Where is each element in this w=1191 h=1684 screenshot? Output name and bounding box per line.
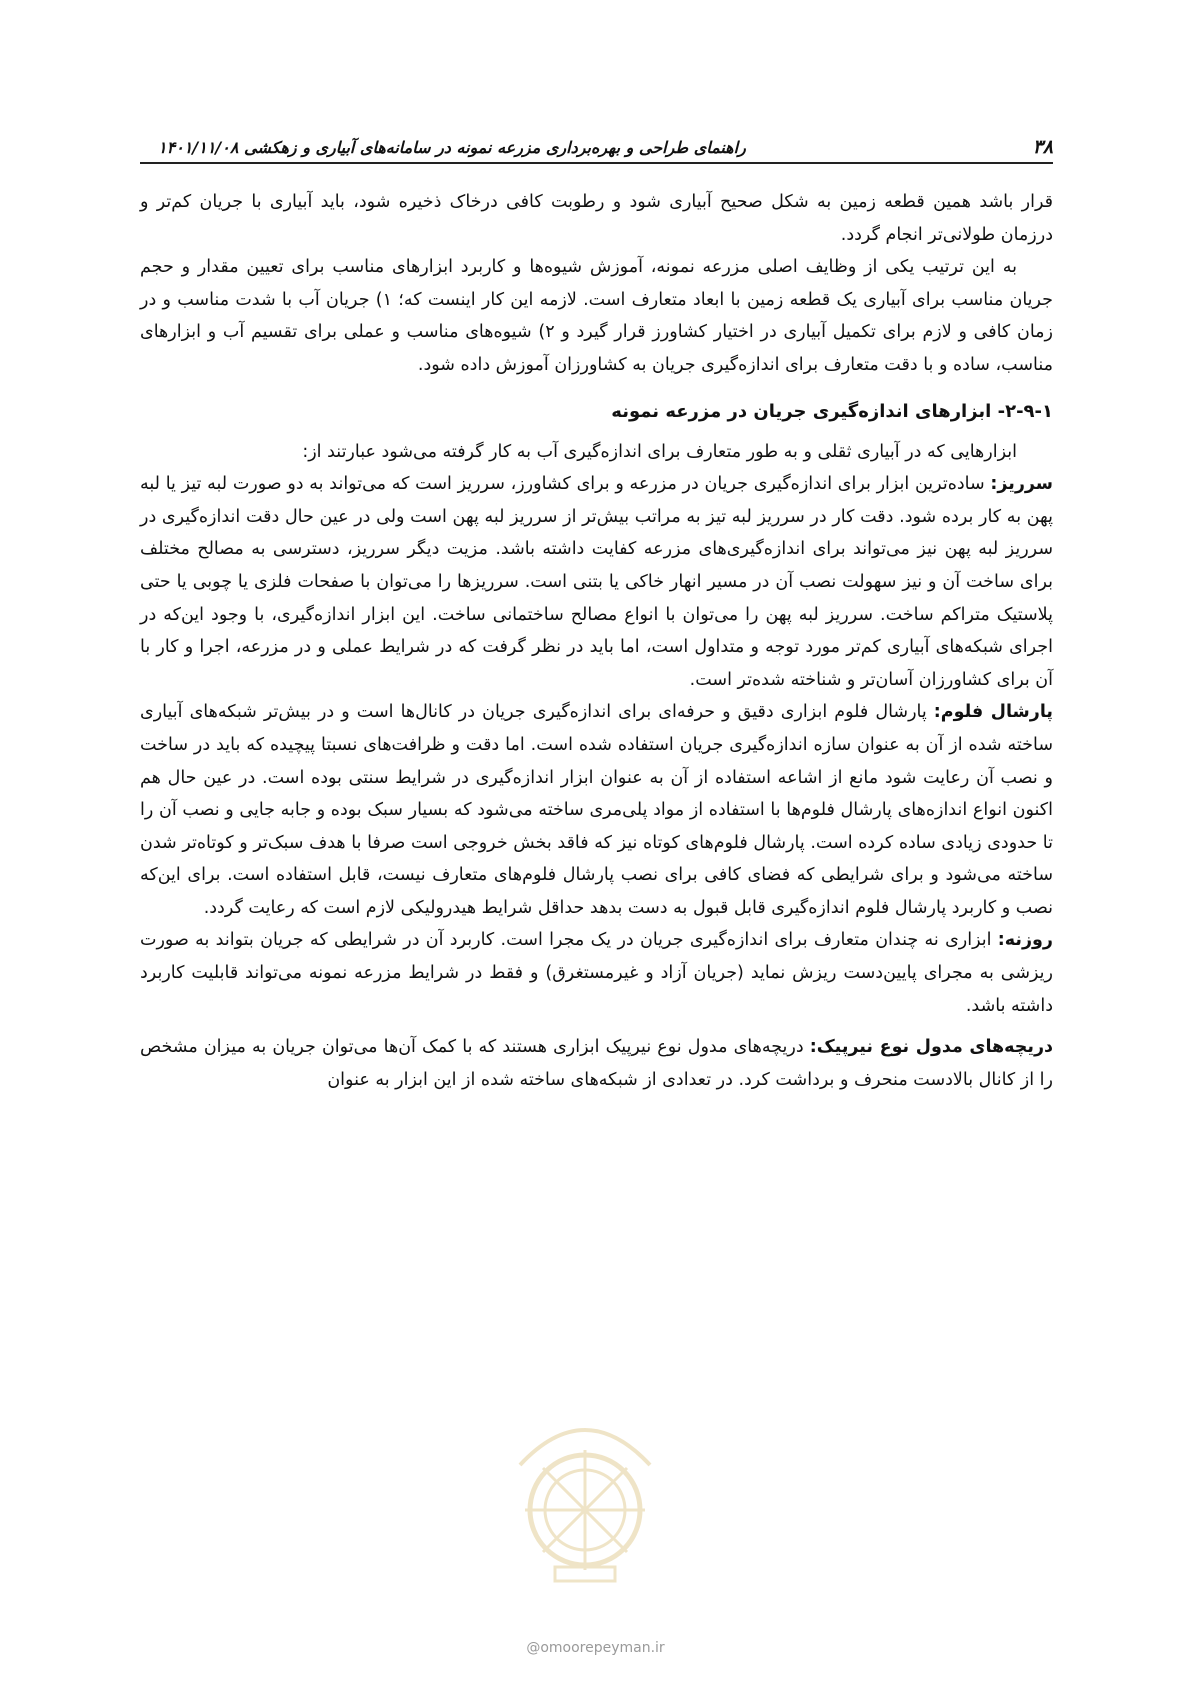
term-neyrpic-gates: دریچه‌های مدول نوع نیرپیک:: [809, 1037, 1054, 1058]
running-title-date: ۱۴۰۱/۱۱/۰۸: [158, 138, 239, 157]
paragraph-continuation: قرار باشد همین قطعه زمین به شکل صحیح آبیاری شود و رطوبت کافی درخاک ذخیره شود، باید آبیاری با جریان کم‌تر و درزمان طولانی‌تر انجام گردد.: [140, 192, 1053, 245]
paragraph-weir: [140, 468, 1053, 696]
page-number: ۳۸: [1032, 136, 1053, 158]
term-weir: سرریز:: [990, 474, 1053, 495]
term-orifice: روزنه:: [997, 930, 1053, 951]
page-header: [140, 128, 1053, 164]
watermark-logo-icon: [500, 1395, 670, 1590]
text-weir: ساده‌ترین ابزار برای اندازه‌گیری جریان در مزرعه و برای کشاورز، سرریز است که می‌تواند به دو صورت لبه تیز یا لبه پهن به کار برده شود. دقت کار در سرریز لبه تیز به مراتب بیش‌تر از سرریز لبه پهن است ولی در عین حال دقت اندازه‌گیری در سرریز لبه پهن نیز می‌تواند برای اندازه‌گیری‌های مزرعه کفایت داشته باشد. مزیت دیگر سرریز، دسترسی به مصالح مختلف برای ساخت آن و نیز سهولت نصب آن در مسیر انهار خاکی یا بتنی است. سرریزها را می‌توان با صفحات فلزی یا چوبی یا حتی پلاستیک متراکم ساخت. سرریز لبه پهن را می‌توان با انواع مصالح ساختمانی ساخت. این ابزار اندازه‌گیری، با وجود این‌که در اجرای شبکه‌های آبیاری کم‌تر مورد توجه و متداول است، اما باید در نظر گرفت که در شرایط عملی و در مزرعه، اجرا و کار با آن برای کشاورزان آسان‌تر و شناخته شده‌تر است.: [140, 474, 1053, 690]
footer-url: @omoorepeyman.ir: [526, 1640, 665, 1656]
text-orifice: ابزاری نه چندان متعارف برای اندازه‌گیری جریان در یک مجرا است. کاربرد آن در شرایطی که جریان بتواند به صورت ریزشی به مجرای پایین‌دست ریزش نماید (جریان آزاد و غیرمستغرق) و فقط در شرایط مزرعه نمونه می‌تواند قابلیت کاربرد داشته باشد.: [140, 930, 1053, 1016]
paragraph-neyrpic-gates: [140, 1031, 1053, 1096]
term-parshall-flume: پارشال فلوم:: [933, 702, 1053, 723]
text-neyrpic-gates: دریچه‌های مدول نوع نیرپیک ابزاری هستند که با کمک آن‌ها می‌توان جریان به میزان مشخص را از کانال بالادست منحرف و برداشت کرد. در تعدادی از شبکه‌های ساخته شده از این ابزار به عنوان: [140, 1037, 1053, 1090]
text-parshall-flume: پارشال فلوم ابزاری دقیق و حرفه‌ای برای اندازه‌گیری جریان در کانال‌ها است و در بیش‌تر شبکه‌های آبیاری ساخته شده از آن به عنوان سازه اندازه‌گیری جریان استفاده شده است. اما دقت و ظرافت‌های نسبتا پیچیده که باید در ساخت و نصب آن رعایت شود مانع از اشاعه استفاده از آن به عنوان ابزار اندازه‌گیری در شرایط سنتی بوده است. در عین حال هم اکنون انواع اندازه‌های پارشال فلوم‌ها با استفاده از مواد پلی‌مری ساخته می‌شود که بسیار سبک بوده و جابه جایی و نصب آن را تا حدودی زیادی ساده کرده است. پارشال فلوم‌های کوتاه نیز که فاقد بخش خروجی است صرفا با هدف سبک‌تر و کوتاه‌تر شدن ساخته می‌شود و برای شرایطی که فضای کافی برای نصب پارشال فلوم‌های متعارف نیست، قابل استفاده است. برای این‌که نصب و کاربرد پارشال فلوم اندازه‌گیری قابل قبول به دست بدهد حداقل شرایط هیدرولیکی لازم است که رعایت گردد.: [140, 702, 1053, 918]
running-title-text: راهنمای طراحی و بهره‌برداری مزرعه نمونه در سامانه‌های آبیاری و زهکشی: [244, 138, 746, 157]
page-body: [140, 186, 1053, 1096]
paragraph-tools-intro: ابزارهایی که در آبیاری ثقلی و به طور متعارف برای اندازه‌گیری آب به کار گرفته می‌شود عبارتند از:: [302, 441, 1017, 462]
paragraph-demo-farm-duties: به این ترتیب یکی از وظایف اصلی مزرعه نمونه، آموزش شیوه‌ها و کاربرد ابزارهای مناسب برای تعیین مقدار و حجم جریان مناسب برای آبیاری یک قطعه زمین با ابعاد متعارف است. لازمه این کار اینست که؛ ۱) جریان آب با شدت مناسب و در زمان کافی و لازم برای تکمیل آبیاری در اختیار کشاورز قرار گیرد و ۲) شیوه‌های مناسب و عملی برای تقسیم آب و ابزارهای مناسب، ساده و با دقت متعارف برای اندازه‌گیری جریان به کشاورزان آموزش داده شود.: [140, 257, 1054, 375]
running-title: [140, 138, 746, 162]
section-heading: ۲-۹-۱- ابزارهای اندازه‌گیری جریان در مزرعه نمونه: [611, 400, 1053, 422]
paragraph-orifice: [140, 924, 1053, 1022]
paragraph-parshall-flume: [140, 696, 1053, 924]
